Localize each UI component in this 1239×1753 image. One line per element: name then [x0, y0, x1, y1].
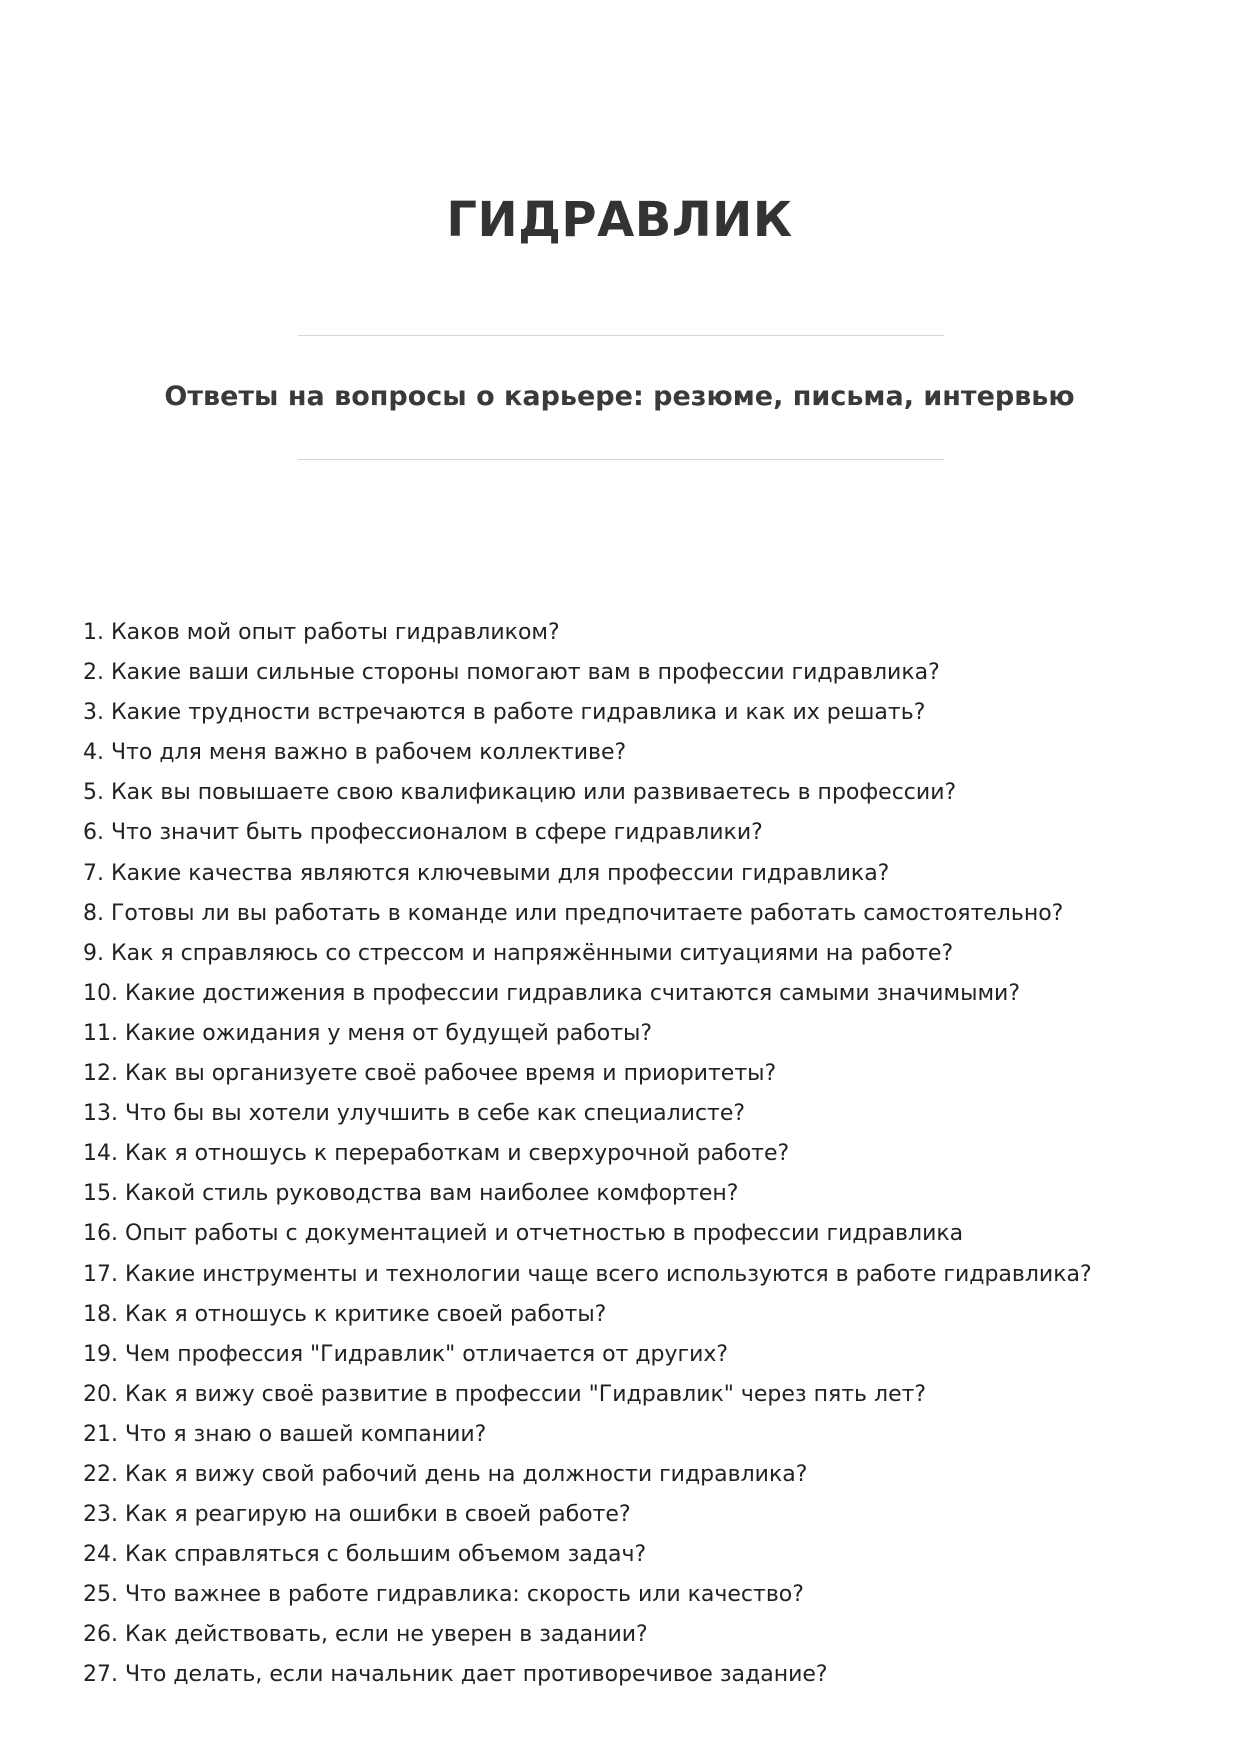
divider-bottom — [298, 459, 944, 460]
question-item: 13. Что бы вы хотели улучшить в себе как специалисте? — [83, 1101, 746, 1127]
question-item: 12. Как вы организуете своё рабочее время и приоритеты? — [83, 1061, 777, 1087]
question-item: 16. Опыт работы с документацией и отчетностью в профессии гидравлика — [83, 1221, 964, 1247]
question-item: 10. Какие достижения в профессии гидравлика считаются самыми значимыми? — [83, 980, 1021, 1006]
divider-top — [298, 335, 944, 336]
question-item: 5. Как вы повышаете свою квалификацию или развиваетесь в профессии? — [83, 780, 957, 806]
question-item: 1. Каков мой опыт работы гидравликом? — [83, 620, 560, 645]
question-item: 20. Как я вижу своё развитие в профессии "Гидравлик" через пять лет? — [83, 1381, 927, 1407]
question-item: 25. Что важнее в работе гидравлика: скорость или качество? — [83, 1582, 804, 1608]
question-item: 8. Готовы ли вы работать в команде или предпочитаете работать самостоятельно? — [83, 900, 1064, 926]
question-item: 17. Какие инструменты и технологии чаще всего используются в работе гидравлика? — [83, 1261, 1092, 1287]
question-item: 14. Как я отношусь к переработкам и сверхурочной работе? — [83, 1141, 790, 1167]
question-item: 22. Как я вижу свой рабочий день на должности гидравлика? — [83, 1461, 808, 1487]
question-item: 19. Чем профессия "Гидравлик" отличается от других? — [83, 1341, 729, 1367]
page-title: ГИДРАВЛИК — [446, 192, 793, 248]
question-item: 2. Какие ваши сильные стороны помогают вам в профессии гидравлика? — [83, 660, 940, 686]
question-item: 24. Как справляться с большим объемом задач? — [83, 1542, 647, 1568]
question-item: 6. Что значит быть профессионалом в сфере гидравлики? — [83, 820, 763, 846]
question-item: 11. Какие ожидания у меня от будущей работы? — [83, 1020, 653, 1046]
question-item: 4. Что для меня важно в рабочем коллективе? — [83, 740, 627, 766]
question-item: 9. Как я справляюсь со стрессом и напряжёнными ситуациями на работе? — [83, 940, 954, 966]
question-item: 15. Какой стиль руководства вам наиболее комфортен? — [83, 1181, 739, 1207]
question-item: 18. Как я отношусь к критике своей работы? — [83, 1301, 607, 1327]
question-item: 27. Что делать, если начальник дает противоречивое задание? — [83, 1662, 828, 1688]
question-item: 26. Как действовать, если не уверен в задании? — [83, 1622, 648, 1648]
question-list — [83, 613, 1203, 1696]
question-item: 23. Как я реагирую на ошибки в своей работе? — [83, 1502, 631, 1528]
question-item: 3. Какие трудности встречаются в работе гидравлика и как их решать? — [83, 700, 926, 726]
question-item: 7. Какие качества являются ключевыми для профессии гидравлика? — [83, 860, 890, 886]
question-item: 21. Что я знаю о вашей компании? — [83, 1421, 487, 1447]
page-subtitle: Ответы на вопросы о карьере: резюме, письма, интервью — [164, 381, 1075, 412]
